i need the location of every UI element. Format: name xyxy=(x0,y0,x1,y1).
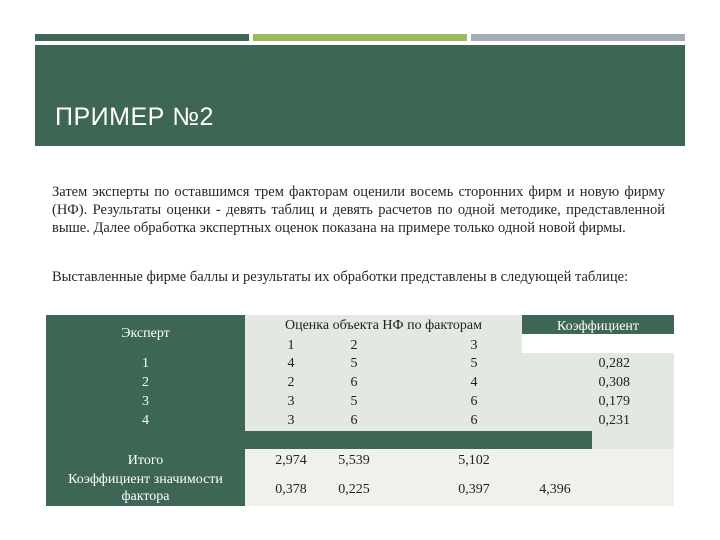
table-cell: 3 xyxy=(287,394,295,409)
table-cell: 5 xyxy=(470,356,478,371)
table-cell: 6 xyxy=(350,413,358,428)
table-cell-competence: 0,282 xyxy=(598,356,630,371)
total-label: Итого xyxy=(127,453,164,468)
paragraph-table-intro: Выставленные фирме баллы и результаты их обработки представлены в следующей таблице: xyxy=(52,269,629,285)
table-cell: 6 xyxy=(470,413,478,428)
significance-value: 0,378 xyxy=(275,482,307,497)
separator-row-end xyxy=(592,431,674,449)
table-row-expert: 1 xyxy=(142,356,149,371)
table-cell: 6 xyxy=(350,375,358,390)
table-row-expert: 3 xyxy=(142,394,149,409)
paragraph-intro: Затем эксперты по оставшимся трем факторам оценили восемь сторонних фирм и новую фирму (НФ). Результаты оценки - девять таблиц и девять расчетов по одной методике, представленной выше. Далее обработка экспертных оценок показана на примере только одной новой фирмы. xyxy=(52,184,665,236)
title-banner xyxy=(35,45,685,146)
significance-value: 0,225 xyxy=(338,482,370,497)
accent-bar-gray xyxy=(471,34,685,41)
factor-2: 2 xyxy=(350,338,358,353)
accent-bar-dark xyxy=(35,34,249,41)
separator-row xyxy=(46,431,592,449)
slide-title: ПРИМЕР №2 xyxy=(55,103,214,131)
factor-3: 3 xyxy=(470,338,478,353)
total-value: 5,102 xyxy=(458,453,490,468)
table-row-expert: 4 xyxy=(142,413,149,428)
table-cell-competence: 0,231 xyxy=(598,413,630,428)
total-value: 2,974 xyxy=(275,453,307,468)
accent-bar-green xyxy=(253,34,467,41)
table-cell: 2 xyxy=(287,375,295,390)
table-cell-competence: 0,179 xyxy=(598,394,630,409)
total-value: 5,539 xyxy=(338,453,370,468)
table-cell: 3 xyxy=(287,413,295,428)
significance-extra-value: 4,396 xyxy=(539,482,571,497)
table-cell: 5 xyxy=(350,394,358,409)
header-competence: Коэффициент компетентности xyxy=(550,319,646,353)
table-cell: 6 xyxy=(470,394,478,409)
table-cell: 4 xyxy=(287,356,295,371)
header-scores: Оценка объекта НФ по факторам xyxy=(284,318,483,333)
significance-label: Коэффициент значимости фактора xyxy=(68,472,223,504)
table-row-expert: 2 xyxy=(142,375,149,390)
table-cell-competence: 0,308 xyxy=(598,375,630,390)
factor-1: 1 xyxy=(287,338,295,353)
header-expert: Эксперт xyxy=(121,326,170,341)
significance-value: 0,397 xyxy=(458,482,490,497)
table-cell: 4 xyxy=(470,375,478,390)
table-cell: 5 xyxy=(350,356,358,371)
